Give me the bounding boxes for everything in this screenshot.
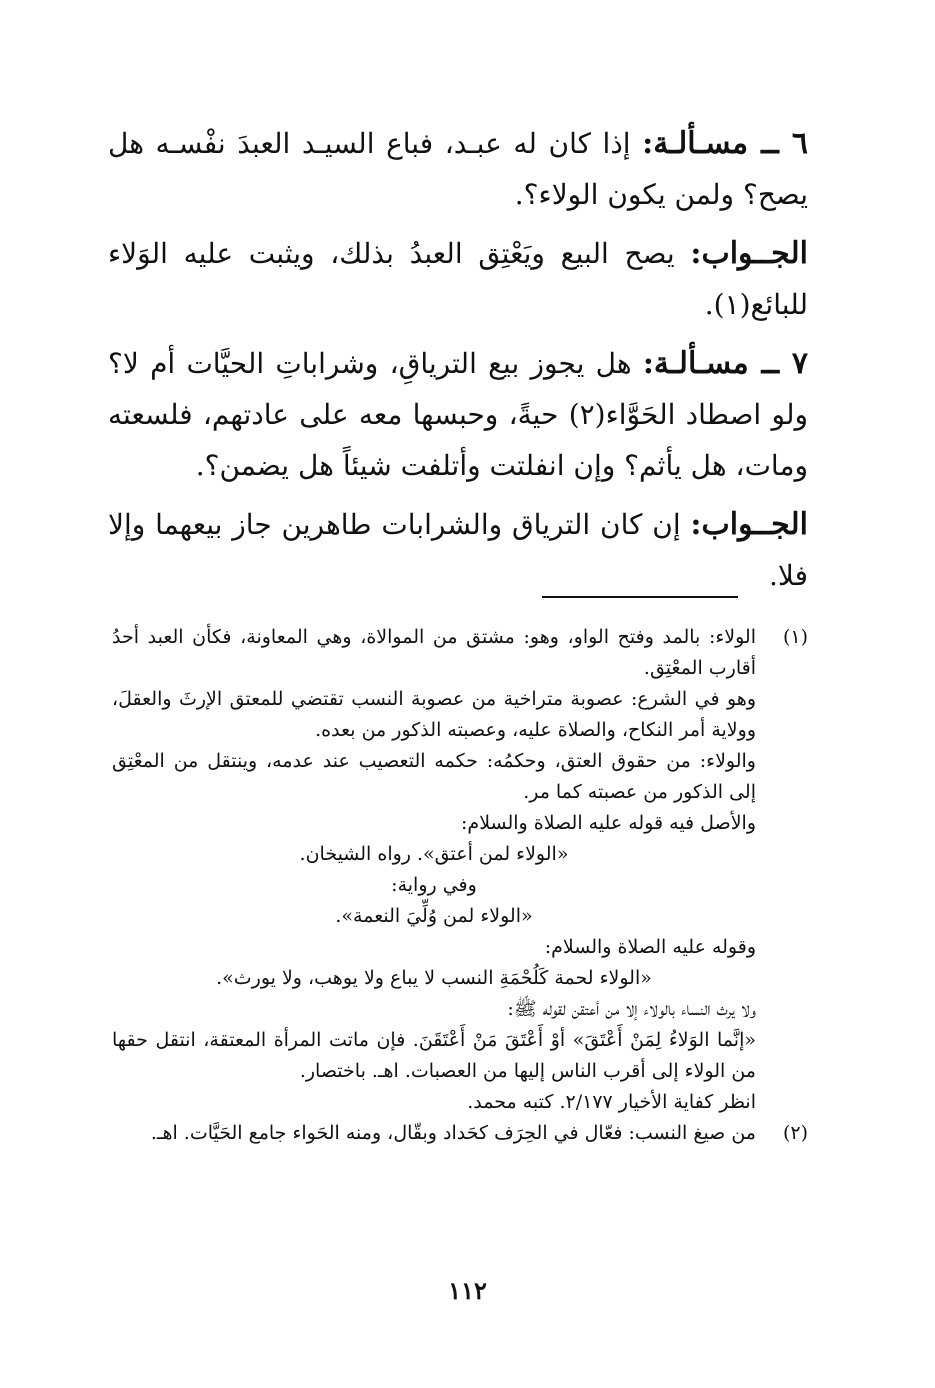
footnote-line: انظر كفاية الأخيار ٢/١٧٧. كتبه محمد. [467, 1091, 756, 1113]
question-7-lead: ٧ ــ مسـألـة: [642, 346, 809, 381]
question-7 [108, 338, 808, 491]
answer-7-text: إن كان الترياق والشرابات طاهرين جاز بيعهما وإلا فلا. [108, 508, 808, 592]
question-7-text: هل يجوز بيع الترياقِ، وشراباتِ الحيَّات أم لا؟ ولو اصطاد الحَوَّاء(٢) حيةً، وحبسها معه على عادتهم، فلسعته ومات، هل يأثم؟ وإن انفلتت وأتلفت شيئاً هل يضمن؟. [108, 347, 808, 482]
answer-6-text: يصح البيع ويَعْتِق العبدُ بذلك، ويثبت عليه الوَلاء للبائع(١). [108, 237, 808, 321]
question-6 [108, 118, 808, 220]
footnote-2 [112, 1118, 808, 1149]
question-6-lead: ٦ ــ مسـألـة: [642, 126, 808, 161]
footnote-quote: «الولاء لمن وُلِّيَ النعمة». [335, 905, 533, 927]
footnote-line: والولاء: من حقوق العتق، وحكمُه: حكمه التعصيب عند عدمه، وينتقل من المعْتِق إلى الذكور من عصبته كما مر. [112, 750, 756, 803]
footnotes [112, 622, 808, 1149]
page-number: ١١٢ [448, 1276, 487, 1305]
answer-6 [108, 228, 808, 330]
footnote-2-text: من صيغ النسب: فعّال في الحِرَف كحَداد وبقّال، ومنه الحَواء جامع الحَيَّات. اهـ. [150, 1122, 756, 1144]
footnote-quote: «الولاء لحمة كَلُحْمَةِ النسب لا يباع ولا يوهب، ولا يورث». [216, 967, 652, 989]
footnote-line: والأصل فيه قوله عليه الصلاة والسلام: [461, 812, 756, 834]
footnote-line: «إنَّما الوَلاءُ لِمَنْ أَعْتَقَ» أوْ أَعْتَقَ مَنْ أَعْتَقَنَ. فإن ماتت المرأة المعتقة، انتقل حقها من الولاء إلى أقرب الناس إليها من العصبات. اهـ. باختصار. [112, 1029, 756, 1082]
answer-6-lead: الجــواب: [690, 236, 808, 271]
footnote-line: وهو في الشرع: عصوبة متراخية من عصوبة النسب تقتضي للمعتق الإرثَ والعقلَ، وولاية أمر النكاح، والصلاة عليه، وعصبته الذكور من بعده. [112, 688, 756, 741]
footnote-1 [112, 622, 808, 1118]
question-6-text: إذا كان له عبـد، فباع السيـد العبدَ نفْسـه هل يصح؟ ولمن يكون الولاء؟. [108, 127, 808, 211]
footnote-separator [542, 596, 738, 598]
main-text [108, 118, 808, 609]
footnote-line: ولا يرث النساء بالولاء إلا من أعتقن لقوله ﷺ: [507, 998, 756, 1020]
footnote-line: وفي رواية: [391, 874, 477, 896]
footnote-line: وقوله عليه الصلاة والسلام: [544, 936, 756, 958]
footnote-1-number: (١) [782, 626, 808, 648]
answer-7 [108, 499, 808, 601]
footnote-quote: «الولاء لمن أعتق». رواه الشيخان. [299, 843, 569, 865]
footnote-2-number: (٢) [782, 1122, 808, 1144]
footnote-line: الولاء: بالمد وفتح الواو، وهو: مشتق من الموالاة، وهي المعاونة، فكأن العبد أحدُ أقارب المعْتِق. [112, 626, 756, 679]
answer-7-lead: الجــواب: [690, 507, 808, 542]
footnote-1-body [112, 622, 756, 1118]
